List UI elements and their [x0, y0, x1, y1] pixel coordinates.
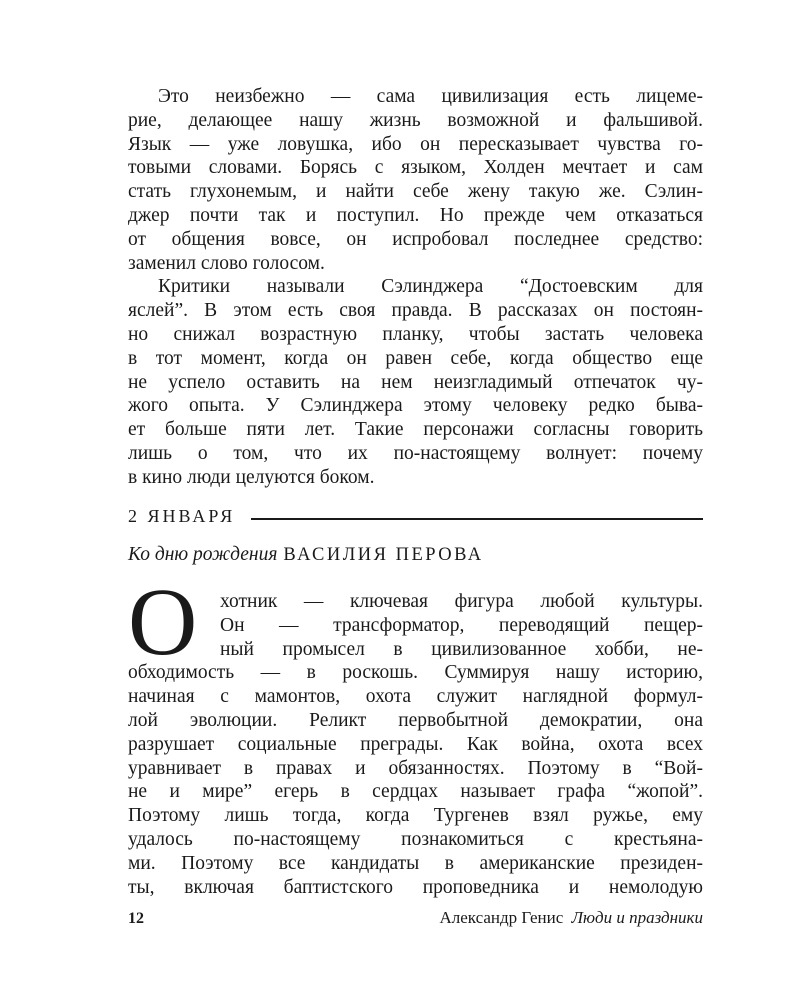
running-head — [439, 908, 703, 928]
text-line: жого опыта. У Сэлинджера этому человеку редко быва- — [128, 395, 703, 417]
text-line: лишь о том, что их по-настоящему волнует: почему — [128, 442, 703, 464]
text-line: в кино люди целуются боком. — [128, 466, 375, 488]
text-line: джер почти так и поступил. Но прежде чем отказаться — [128, 204, 703, 226]
running-head-author: Александр Генис — [439, 908, 564, 927]
text-line: не успело оставить на нем неизгладимый отпечаток чу- — [128, 371, 703, 393]
text-line: разрушает социальные преграды. Как война, охота всех — [128, 733, 703, 755]
text-line: товыми словами. Борясь с языком, Холден мечтает и сам — [128, 157, 703, 179]
text-line: но снижал возрастную планку, чтобы застать человека — [128, 323, 703, 345]
section-header — [128, 503, 703, 529]
text-line: не и мире” егерь в сердцах называет графа “жопой”. — [128, 781, 703, 803]
text-line: обходимость — в роскошь. Суммируя нашу историю, — [128, 662, 703, 684]
page-footer — [128, 908, 703, 932]
text-line: Критики называли Сэлинджера “Достоевским для — [158, 276, 703, 298]
subtitle-person-name: ВАСИЛИЯ ПЕРОВА — [283, 545, 484, 565]
text-line: Это неизбежно — сама цивилизация есть лицеме- — [158, 86, 703, 107]
paragraph-2 — [128, 275, 703, 489]
text-line: удалось по-настоящему познакомиться с крестьяна- — [128, 828, 703, 850]
text-line: хотник — ключевая фигура любой культуры. — [220, 591, 703, 612]
text-line: в тот момент, когда он равен себе, когда общество еще — [128, 347, 703, 369]
text-line: Язык — уже ловушка, ибо он пересказывает чувства го- — [128, 133, 703, 155]
top-text — [128, 85, 703, 490]
text-line: стать глухонемым, и найти себе жену такую же. Сэлин- — [128, 181, 703, 203]
drop-cap: О — [128, 568, 198, 675]
text-line: лой эволюции. Реликт первобытной демократии, она — [128, 709, 703, 731]
text-line: ет больше пяти лет. Такие персонажи согласны говорить — [128, 419, 703, 441]
body-lines — [128, 661, 703, 899]
text-line: Поэтому лишь тогда, когда Тургенев взял ружье, ему — [128, 805, 703, 827]
drop-cap-lines — [220, 590, 703, 661]
section-body — [128, 568, 703, 899]
text-line: Он — трансформатор, переводящий пещер- — [220, 614, 703, 636]
text-line: заменил слово голосом. — [128, 252, 325, 274]
running-head-title: Люди и праздники — [571, 908, 703, 927]
text-line: ми. Поэтому все кандидаты в американские президен- — [128, 852, 703, 874]
page-number: 12 — [128, 910, 144, 927]
section-subtitle — [128, 541, 703, 569]
section-rule — [251, 518, 703, 520]
section-date: 2 ЯНВАРЯ — [128, 505, 236, 526]
text-line: ный промысел в цивилизованное хобби, не- — [220, 638, 703, 660]
text-line: яслей”. В этом есть своя правда. В рассказах он постоян- — [128, 300, 703, 322]
text-line: рие, делающее нашу жизнь возможной и фальшивой. — [128, 109, 703, 131]
text-line: от общения вовсе, он испробовал последнее средство: — [128, 228, 703, 250]
subtitle-occasion: Ко дню рождения — [128, 544, 278, 565]
paragraph-1 — [128, 85, 703, 275]
text-line: ты, включая баптистского проповедника и немолодую — [128, 876, 703, 898]
text-line: начиная с мамонтов, охота служит наглядной формул- — [128, 686, 703, 708]
text-line: уравнивает в правах и обязанностях. Поэтому в “Вой- — [128, 757, 703, 779]
